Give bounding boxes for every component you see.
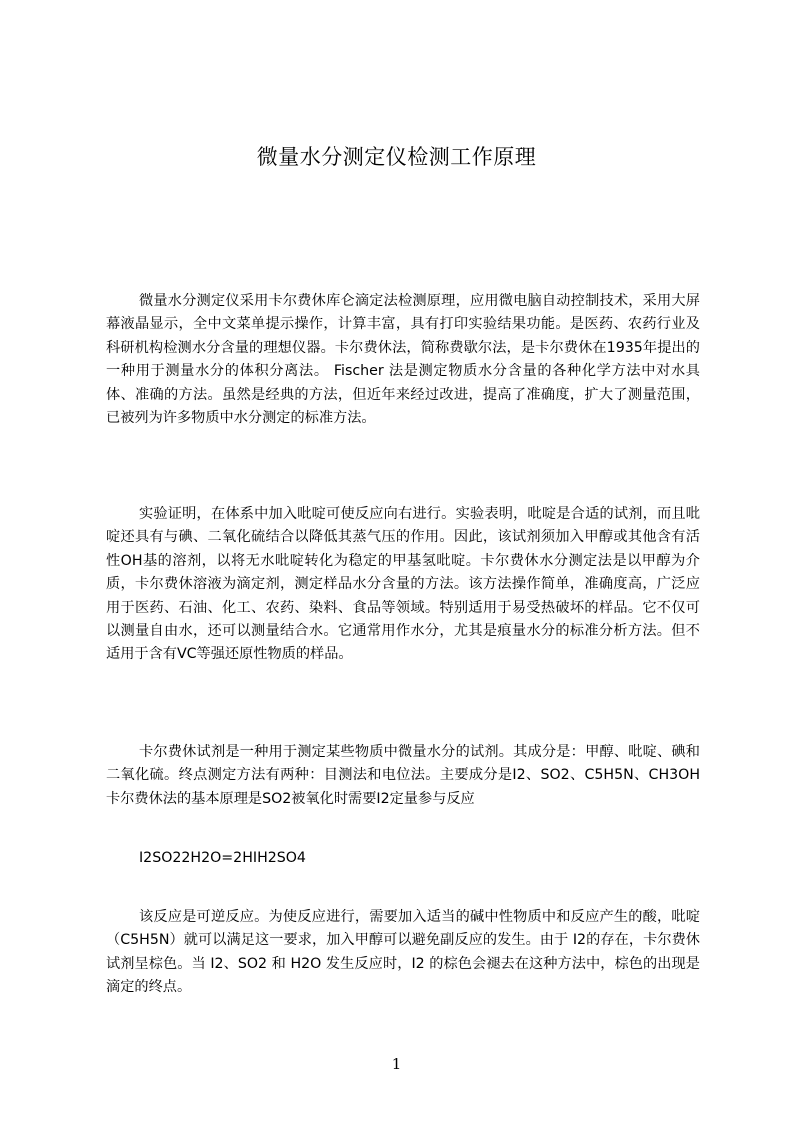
document-title: 微量水分测定仪检测工作原理 [256, 145, 537, 169]
paragraph-reversible-reaction: 该反应是可逆反应。为使反应进行，需要加入适当的碱中性物质中和反应产生的酸，吡啶（C5H5N）就可以满足这一要求，加入甲醇可以避免副反应的发生。由于 I2的存在，卡尔费休试剂呈棕色。当 I2、SO2 和 H2O 发生反应时，I2 的棕色会褪去在这种方法中，棕色的出现是滴定的终点。 [106, 909, 700, 996]
reaction-equation: I2SO22H2O=2HIH2SO4 [139, 850, 306, 866]
paragraph-reagent: 卡尔费休试剂是一种用于测定某些物质中微量水分的试剂。其成分是：甲醇、吡啶、碘和二氧化硫。终点测定方法有两种：目测法和电位法。主要成分是I2、SO2、C5H5N、CH3OH卡尔费休法的基本原理是SO2被氧化时需要I2定量参与反应 [106, 744, 700, 807]
page-number: 1 [391, 1055, 402, 1073]
paragraph-pyridine: 实验证明，在体系中加入吡啶可使反应向右进行。实验表明，吡啶是合适的试剂，而且吡啶还具有与碘、二氧化硫结合以降低其蒸气压的作用。因此，该试剂须加入甲醇或其他含有活性OH基的溶剂，以将无水吡啶转化为稳定的甲基氢吡啶。卡尔费休水分测定法是以甲醇为介质，卡尔费休溶液为滴定剂，测定样品水分含量的方法。该方法操作简单，准确度高，广泛应用于医药、石油、化工、农药、染料、食品等领域。特别适用于易受热破坏的样品。它不仅可以测量自由水，还可以测量结合水。它通常用作水分，尤其是痕量水分的标准分析方法。但不适用于含有VC等强还原性物质的样品。 [106, 506, 700, 663]
paragraph-principle: 微量水分测定仪采用卡尔费休库仑滴定法检测原理，应用微电脑自动控制技术，采用大屏幕液晶显示，全中文菜单提示操作，计算丰富，具有打印实验结果功能。是医药、农药行业及科研机构检测水分含量的理想仪器。卡尔费休法，简称费歇尔法，是卡尔费休在1935年提出的一种用于测量水分的体积分离法。 Fischer 法是测定物质水分含量的各种化学方法中对水具体、准确的方法。虽然是经典的方法，但近年来经过改进，提高了准确度，扩大了测量范围，已被列为许多物质中水分测定的标准方法。 [106, 293, 700, 427]
